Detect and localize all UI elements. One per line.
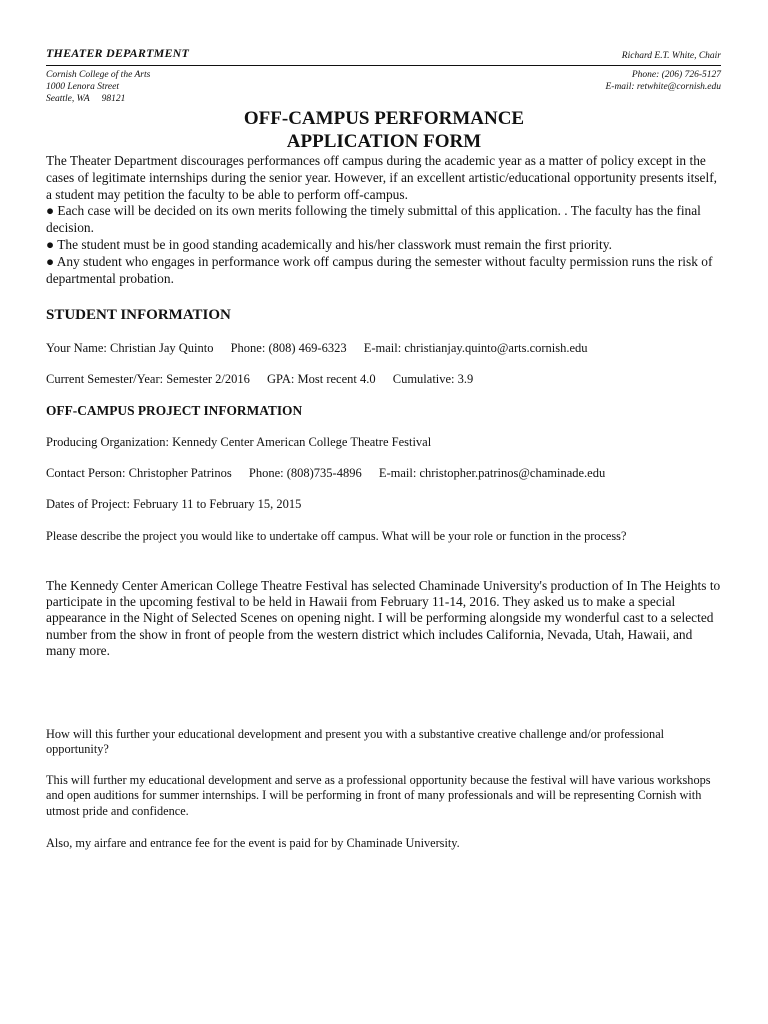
project-answer-2-funding-text: Also, my airfare and entrance fee for the event is paid for by Chaminade University. — [46, 836, 460, 850]
student-email: E-mail: christianjay.quinto@arts.cornish.edu — [363, 341, 588, 355]
project-contact-line — [46, 466, 605, 481]
form-title-line-1: OFF-CAMPUS PERFORMANCE — [243, 108, 525, 129]
student-contact-line — [46, 341, 588, 356]
student-name: Your Name: Christian Jay Quinto — [46, 341, 214, 355]
student-gpa: GPA: Most recent 4.0 — [267, 372, 376, 386]
contact-email: E-mail: christopher.patrinos@chaminade.edu — [378, 466, 606, 480]
policy-intro — [46, 153, 724, 287]
student-phone: Phone: (808) 469-6323 — [230, 341, 347, 355]
project-dates: Dates of Project: February 11 to February 15, 2015 — [46, 497, 302, 511]
project-info-heading: OFF-CAMPUS PROJECT INFORMATION — [46, 403, 303, 418]
college-zip: 98121 — [101, 94, 126, 104]
form-title — [0, 107, 768, 153]
policy-bullet-standing: ● The student must be in good standing academically and his/her classwork must remain the first priority. — [46, 236, 612, 252]
project-answer-1 — [46, 578, 724, 659]
department-contact — [605, 69, 721, 105]
form-title-line-2: APPLICATION FORM — [286, 131, 482, 152]
project-question-2 — [46, 727, 724, 758]
department-email: E-mail: retwhite@cornish.edu — [605, 82, 721, 92]
project-answer-1-text: The Kennedy Center American College Theatre Festival has selected Chaminade University's production of In The Heights to participate in the upcoming festival to be held in Hawaii from February 11-14, 2016. They asked us to make a special appearance in the Night of Selected Scenes on opening night. I will be performing alongside my wonderful cast to a selected number from the show in front of people from the western district which includes California, Nevada, Utah, Hawaii, and many more. — [46, 578, 721, 658]
project-answer-2 — [46, 773, 724, 819]
college-name: Cornish College of the Arts — [46, 70, 151, 80]
project-question-1: Please describe the project you would like to undertake off campus. What will be your role or function in the process? — [46, 529, 627, 543]
project-answer-2-funding — [46, 836, 724, 851]
letterhead — [46, 46, 721, 105]
student-academic-line — [46, 372, 473, 387]
department-name: THEATER DEPARTMENT — [46, 46, 190, 60]
chair-name: Richard E.T. White, Chair — [621, 51, 721, 61]
producing-organization: Producing Organization: Kennedy Center American College Theatre Festival — [46, 435, 432, 449]
letterhead-top-rule — [46, 46, 721, 66]
contact-person: Contact Person: Christopher Patrinos — [46, 466, 232, 480]
college-address — [46, 69, 150, 105]
project-answer-2-text: This will further my educational development and serve as a professional opportunity because the festival will have various workshops and open auditions for summer internships. I will be performing in front of many professionals and will be representing Cornish with utmost pride and confidence. — [46, 773, 711, 818]
project-question-2-text: How will this further your educational development and present you with a substantive creative challenge and/or professional opportunity? — [46, 727, 665, 757]
contact-phone: Phone: (808)735-4896 — [248, 466, 362, 480]
college-city: Seattle, WA — [46, 94, 90, 104]
department-phone: Phone: (206) 726-5127 — [631, 70, 721, 80]
student-cumulative: Cumulative: 3.9 — [392, 372, 474, 386]
policy-paragraph: The Theater Department discourages performances off campus during the academic year as a matter of policy except in the cases of legitimate internships during the senior year. However, if an excellent artistic/educational opportunity presents itself, a student may petition the faculty to be able to perform off-campus. — [46, 153, 718, 202]
college-city-line — [46, 93, 150, 105]
college-street: 1000 Lenora Street — [46, 82, 120, 92]
student-info-heading: STUDENT INFORMATION — [46, 307, 231, 323]
letterhead-contact-block — [46, 69, 721, 105]
policy-bullet-probation: ● Any student who engages in performance work off campus during the semester without faculty permission runs the risk of departmental probation. — [46, 253, 713, 286]
student-semester: Current Semester/Year: Semester 2/2016 — [46, 372, 250, 386]
policy-bullet-merits: ● Each case will be decided on its own merits following the timely submittal of this application. . The faculty has the final decision. — [46, 203, 701, 236]
